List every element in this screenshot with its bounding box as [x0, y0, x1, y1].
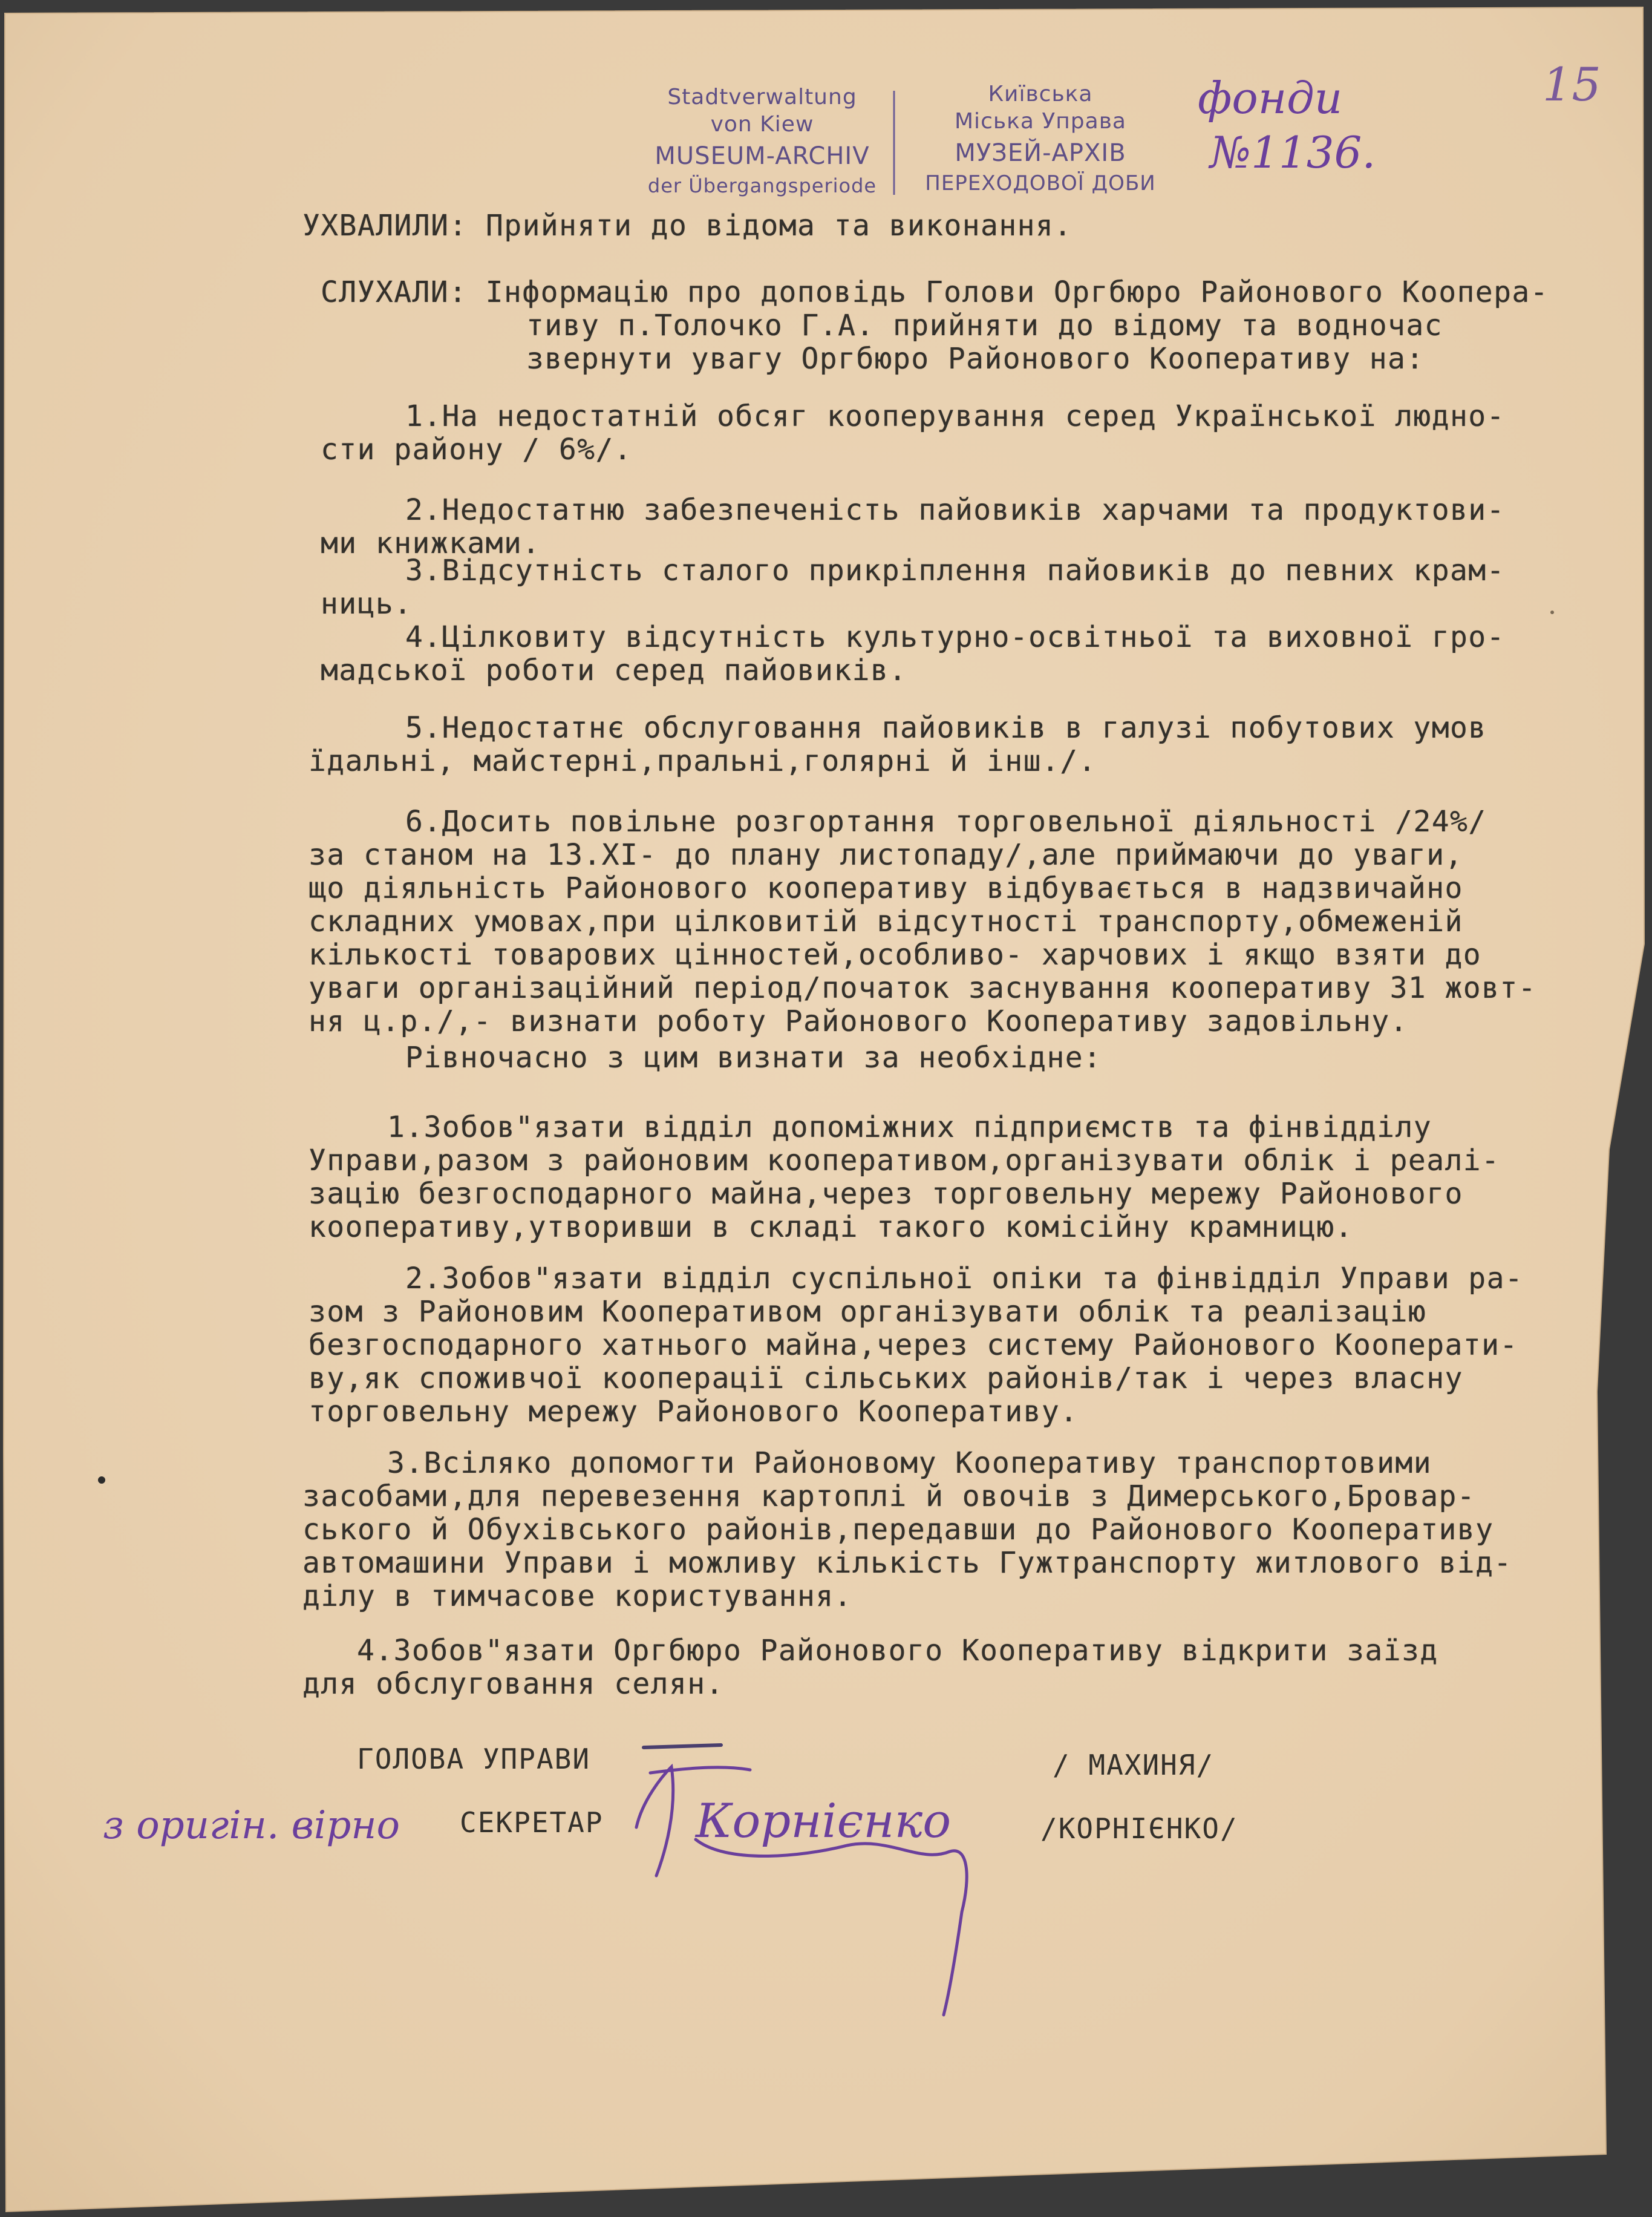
resolution-heading: УХВАЛИЛИ: Прийняти до відома та виконання. — [302, 209, 1072, 243]
item-6-line-5: кількості товарових цінностей,особливо- харчових і якщо взяти до — [309, 938, 1482, 972]
decision-1-line-2: Управи,разом з районовим кооперативом,організувати облік і реалі- — [309, 1144, 1500, 1177]
decision-3-line-2: засобами,для перевезення картоплі й овочів з Димерського,Бровар- — [302, 1479, 1476, 1513]
item-6-line-4: складних умовах,при цілковитій відсутності транспорту,обмеженій — [309, 905, 1463, 938]
item-6-line-2: за станом на 13.XI- до плану листопаду/,але приймаючи до уваги, — [309, 838, 1463, 872]
decision-2-line-5: торговельну мережу Районового Кооперативу. — [309, 1395, 1079, 1429]
stamp-right-line-4: ПЕРЕХОДОВОЇ ДОБИ — [925, 171, 1156, 195]
head-title: ГОЛОВА УПРАВИ — [357, 1743, 591, 1775]
decision-2-line-3: безгосподарного хатнього майна,через систему Районового Кооперати- — [309, 1328, 1518, 1362]
decision-intro: Рівночасно з цим визнати за необхідне: — [405, 1041, 1102, 1075]
item-3-line-1: 3.Відсутність сталого прикріплення пайовиків до певних крам- — [405, 554, 1505, 588]
stamp-left-line-3: MUSEUM-ARCHIV — [655, 142, 870, 170]
decision-3-line-3: ського й Обухівського районів,передавши до Районового Кооперативу — [302, 1513, 1494, 1547]
item-1-line-2: сти району / 6%/. — [321, 433, 633, 467]
item-1-line-1: 1.На недостатній обсяг кооперування серед Української людно- — [405, 399, 1505, 433]
decision-1-line-4: кооперативу,утворивши в складі такого комісійну крамницю. — [309, 1210, 1354, 1244]
heard-line-1: СЛУХАЛИ: Інформацію про доповідь Голови Оргбюро Районового Коопера- — [321, 275, 1549, 309]
decision-3-line-5: ділу в тимчасове користування. — [302, 1579, 852, 1613]
item-4-line-2: мадської роботи серед пайовиків. — [321, 653, 907, 687]
decision-3-line-1: 3.Всіляко допомогти Районовому Кооперативу транспортовими — [387, 1446, 1432, 1480]
item-2-line-2: ми книжками. — [321, 526, 541, 560]
item-6-line-6: уваги організаційний період/початок заснування кооперативу 31 жовт- — [309, 971, 1536, 1005]
secretary-name: /КОРНІЄНКО/ — [1040, 1812, 1238, 1845]
secretary-handwritten-signature: Корнієнко — [696, 1794, 952, 1849]
item-5-line-1: 5.Недостатнє обслуговання пайовиків в галузі побутових умов — [405, 711, 1487, 745]
secretary-title: СЕКРЕТАР — [460, 1806, 604, 1839]
punch-hole-mark — [98, 1476, 105, 1484]
archive-file-number: №1136. — [1210, 127, 1376, 178]
heard-line-2: тиву п.Толочко Г.А. прийняти до відому та водночас — [526, 309, 1443, 342]
archive-fond-note: фонди — [1198, 73, 1343, 123]
item-6-line-1: 6.Досить повільне розгортання торговельної діяльності /24%/ — [405, 805, 1487, 839]
stamp-right-line-2: Міська Управа — [955, 109, 1126, 134]
stamp-right-line-3: МУЗЕЙ-АРХІВ — [955, 139, 1126, 167]
decision-1-line-3: зацію безгосподарного майна,через торговельну мережу Районового — [309, 1177, 1463, 1211]
decision-1-line-1: 1.Зобов"язати відділ допоміжних підприємств та фінвідділу — [387, 1110, 1432, 1144]
decision-4-line-2: для обслуговання селян. — [302, 1667, 724, 1701]
item-4-line-1: 4.Цілковиту відсутність культурно-освітньої та виховної гро- — [405, 620, 1505, 654]
decision-4-line-1: 4.Зобов"язати Оргбюро Районового Кооперативу відкрити заїзд — [357, 1634, 1438, 1668]
item-3-line-2: ниць. — [321, 587, 413, 621]
decision-3-line-4: автомашини Управи і можливу кількість Гужтранспорту житлового від- — [302, 1546, 1512, 1580]
head-name: / МАХИНЯ/ — [1053, 1749, 1215, 1781]
ink-speck — [1550, 611, 1554, 614]
head-signature-stroke — [644, 1745, 721, 1747]
copy-certification-note: з оригін. вірно — [103, 1803, 400, 1848]
stamp-right-line-1: Київська — [988, 82, 1093, 106]
heard-line-3: звернути увагу Оргбюро Районового Кооперативу на: — [526, 342, 1425, 376]
item-6-line-3: що діяльність Районового кооперативу відбувається в надзвичайно — [309, 871, 1463, 905]
page-number: 15 — [1543, 57, 1601, 111]
decision-2-line-4: ву,як споживчої кооперації сільських районів/так і через власну — [309, 1361, 1463, 1395]
stamp-left-line-1: Stadtverwaltung — [667, 85, 857, 110]
stamp-left-line-2: von Kiew — [710, 112, 814, 137]
item-5-line-2: їдальні, майстерні,пральні,голярні й інш./. — [309, 744, 1097, 778]
stamp-left-line-4: der Übergangsperiode — [647, 174, 877, 197]
decision-2-line-2: зом з Районовим Кооперативом організувати облік та реалізацію — [309, 1295, 1427, 1329]
decision-2-line-1: 2.Зобов"язати відділ суспільної опіки та фінвідділ Управи ра- — [405, 1262, 1524, 1295]
item-6-line-7: ня ц.р./,- визнати роботу Районового Кооперативу задовільну. — [309, 1004, 1408, 1038]
item-2-line-1: 2.Недостатню забезпеченість пайовиків харчами та продуктови- — [405, 493, 1505, 527]
